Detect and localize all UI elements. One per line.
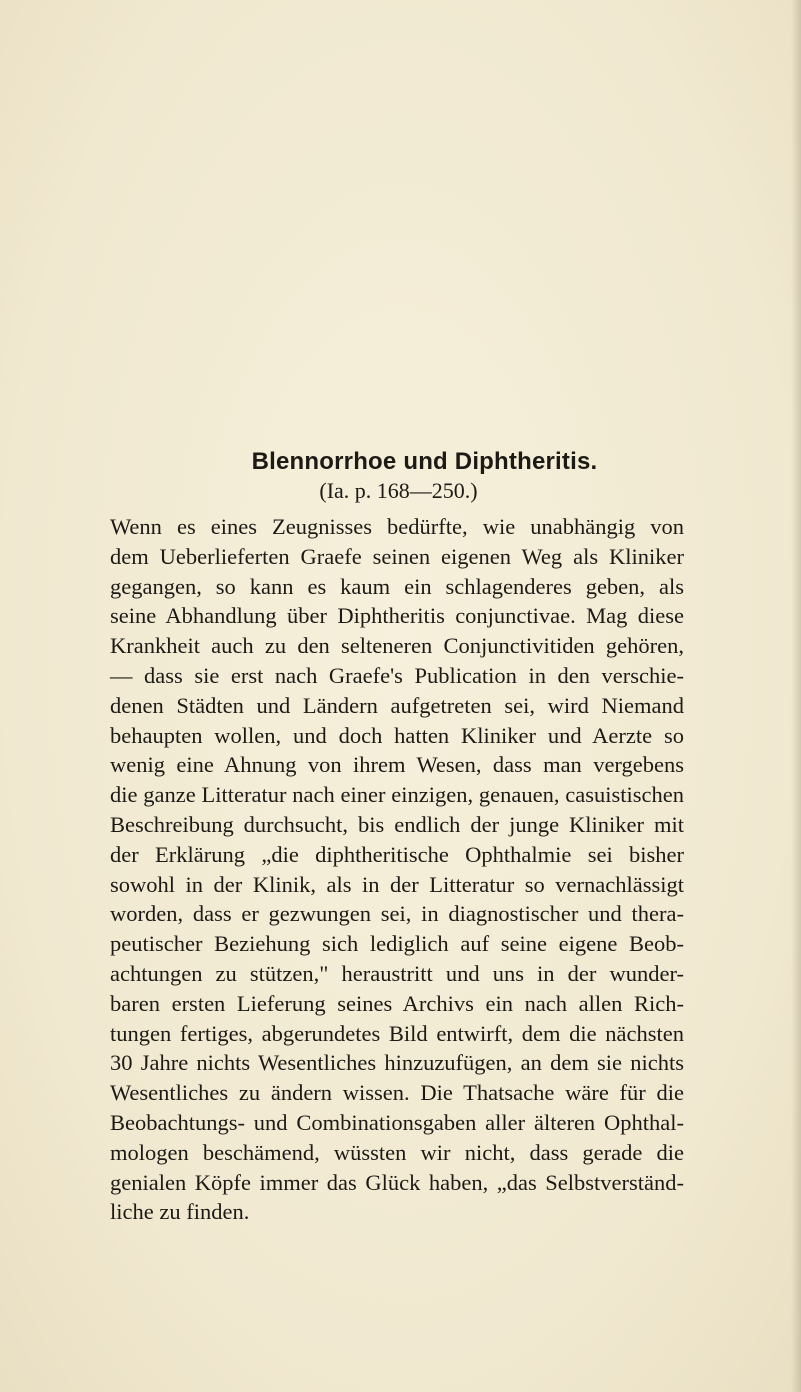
text-line: liche zu finden. <box>110 1199 250 1225</box>
text-line: baren ersten Lieferung seines Archivs ein nach allen Rich- <box>110 990 684 1016</box>
text-line: Wenn es eines Zeugnisses bedürfte, wie unabhängig von <box>110 514 684 539</box>
text-line: seine Abhandlung über Diphtheritis conjunctivae. Mag diese <box>110 603 684 629</box>
text-line: sowohl in der Klinik, als in der Litteratur so vernachlässigt <box>110 871 684 897</box>
text-line: mologen beschämend, wüssten wir nicht, dass gerade die <box>110 1139 684 1165</box>
text-line: Krankheit auch zu den selteneren Conjunctivitiden gehören, <box>110 633 684 659</box>
text-line: gegangen, so kann es kaum ein schlagenderes geben, als <box>110 573 684 599</box>
text-line: achtungen zu stützen," heraustritt und uns in der wunder- <box>110 960 684 986</box>
body-paragraph <box>110 512 684 1227</box>
text-line: dem Ueberlieferten Graefe seinen eigenen Weg als Kliniker <box>110 543 684 569</box>
text-line: der Erklärung „die diphtheritische Ophthalmie sei bisher <box>110 841 684 867</box>
text-line: worden, dass er gezwungen sei, in diagnostischer und thera- <box>110 901 684 927</box>
text-line: 30 Jahre nichts Wesentliches hinzuzufügen, an dem sie nichts <box>110 1050 684 1076</box>
text-line: Beschreibung durchsucht, bis endlich der junge Kliniker mit <box>110 811 684 837</box>
text-line: Wesentliches zu ändern wissen. Die Thatsache wäre für die <box>110 1080 684 1106</box>
text-line: peutischer Beziehung sich lediglich auf seine eigene Beob- <box>110 931 684 957</box>
text-line: denen Städten und Ländern aufgetreten sei, wird Niemand <box>110 692 684 718</box>
text-line: behaupten wollen, und doch hatten Kliniker und Aerzte so <box>110 722 684 748</box>
text-line: genialen Köpfe immer das Glück haben, „das Selbstverständ- <box>110 1169 684 1195</box>
text-line: — dass sie erst nach Graefe's Publication in den verschie- <box>110 662 684 688</box>
text-line: wenig eine Ahnung von ihrem Wesen, dass man vergebens <box>110 752 684 778</box>
text-line: Beobachtungs- und Combinationsgaben aller älteren Ophthal- <box>110 1109 684 1135</box>
text-line: die ganze Litteratur nach einer einzigen, genauen, casuistischen <box>110 782 684 808</box>
page-reference: (Ia. p. 168—250.) <box>319 478 478 503</box>
section-heading: Blennorrhoe und Diphtheritis. <box>251 448 598 475</box>
text-line: tungen fertiges, abgerundetes Bild entwirft, dem die nächsten <box>110 1020 684 1046</box>
page-edge-shadow <box>791 0 801 1392</box>
